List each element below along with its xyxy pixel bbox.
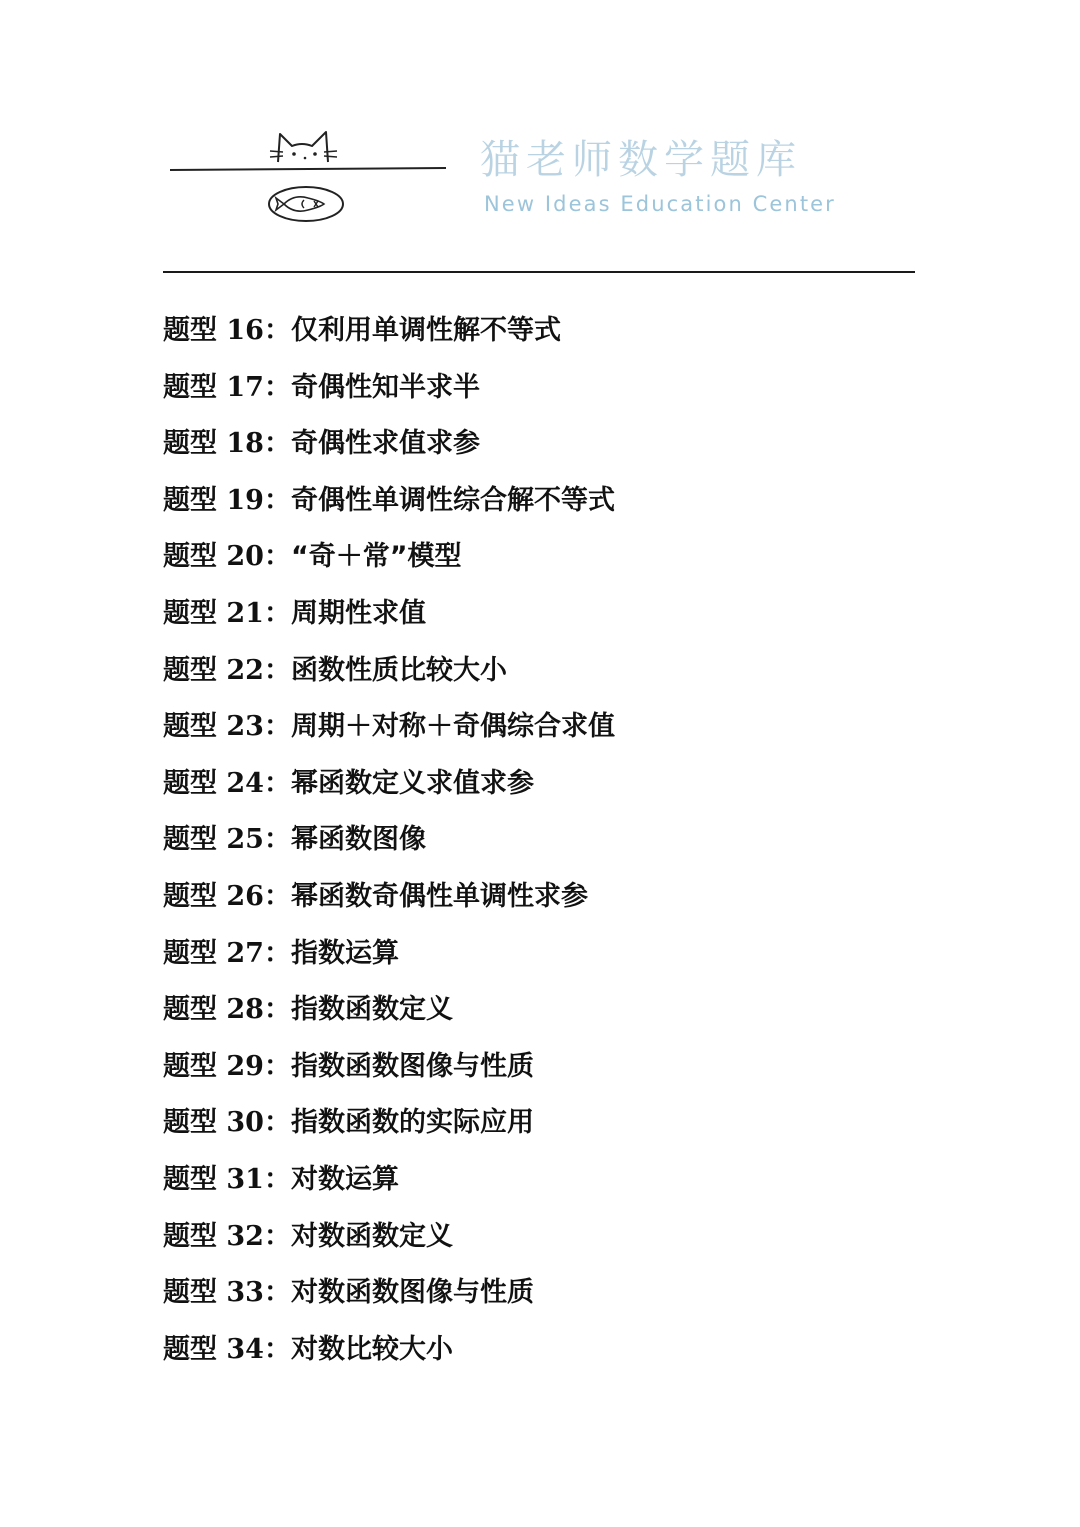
toc-item-label: 题型 20： [163, 541, 291, 573]
toc-item [163, 648, 923, 705]
toc-item-title: 指数函数的实际应用 [290, 1107, 534, 1139]
toc-item-title: 周期＋对称＋奇偶综合求值 [290, 711, 615, 743]
toc-item [163, 931, 923, 988]
header-divider [163, 271, 915, 273]
toc-item-label: 题型 24： [163, 767, 291, 799]
toc-item-title: 仅利用单调性解不等式 [290, 315, 561, 346]
toc-item [163, 704, 923, 761]
cat-and-fish-logo-icon [168, 122, 450, 230]
toc-item-title: “奇＋常”模型 [290, 541, 462, 573]
toc-item-label: 题型 25： [163, 824, 291, 856]
toc-item-title: 指数运算 [290, 937, 399, 969]
toc-item-title: 幂函数奇偶性单调性求参 [290, 880, 588, 912]
brand-title-cn: 猫老师数学题库 [480, 137, 802, 183]
toc-item-label: 题型 30： [163, 1107, 291, 1139]
toc-item-title: 奇偶性单调性综合解不等式 [290, 484, 615, 516]
page-header [0, 0, 1080, 240]
toc-item [163, 1157, 923, 1214]
toc-item-label: 题型 33： [163, 1277, 291, 1309]
table-of-contents [163, 308, 923, 1383]
toc-item [163, 534, 923, 591]
toc-item-label: 题型 23： [163, 711, 291, 743]
toc-item-label: 题型 22： [163, 654, 291, 686]
toc-item-label: 题型 29： [163, 1050, 291, 1082]
toc-item-label: 题型 16： [163, 315, 291, 346]
toc-item-label: 题型 26： [163, 880, 291, 912]
toc-item-title: 对数运算 [290, 1163, 399, 1195]
toc-item-label: 题型 32： [163, 1220, 291, 1252]
toc-item [163, 478, 923, 535]
toc-item-title: 奇偶性求值求参 [290, 428, 480, 460]
toc-item [163, 874, 923, 931]
toc-item [163, 421, 923, 478]
toc-item [163, 591, 923, 648]
toc-item-title: 对数函数定义 [290, 1220, 453, 1252]
toc-item-title: 对数比较大小 [290, 1333, 453, 1365]
toc-item [163, 365, 923, 422]
toc-item-label: 题型 34： [163, 1333, 291, 1365]
toc-item-title: 周期性求值 [290, 597, 426, 629]
toc-item-label: 题型 18： [163, 428, 291, 460]
toc-item [163, 987, 923, 1044]
toc-item [163, 1100, 923, 1157]
toc-item-title: 奇偶性知半求半 [290, 371, 480, 403]
toc-item-label: 题型 17： [163, 371, 291, 403]
toc-item [163, 1327, 923, 1384]
toc-item [163, 761, 923, 818]
toc-item [163, 1044, 923, 1101]
toc-item-label: 题型 21： [163, 597, 291, 629]
toc-item-title: 对数函数图像与性质 [290, 1277, 534, 1309]
toc-item-label: 题型 27： [163, 937, 291, 969]
toc-item-title: 函数性质比较大小 [290, 654, 507, 686]
toc-item-label: 题型 31： [163, 1163, 291, 1195]
toc-item [163, 1270, 923, 1327]
toc-item-title: 指数函数定义 [290, 994, 453, 1026]
toc-item-label: 题型 19： [163, 484, 291, 516]
toc-item-title: 幂函数定义求值求参 [290, 767, 534, 799]
toc-item [163, 1214, 923, 1271]
brand-title-en: New Ideas Education Center [484, 192, 836, 216]
toc-item-label: 题型 28： [163, 994, 291, 1026]
toc-item-title: 指数函数图像与性质 [290, 1050, 534, 1082]
toc-item-title: 幂函数图像 [290, 824, 426, 856]
toc-item [163, 817, 923, 874]
toc-item [163, 308, 923, 365]
